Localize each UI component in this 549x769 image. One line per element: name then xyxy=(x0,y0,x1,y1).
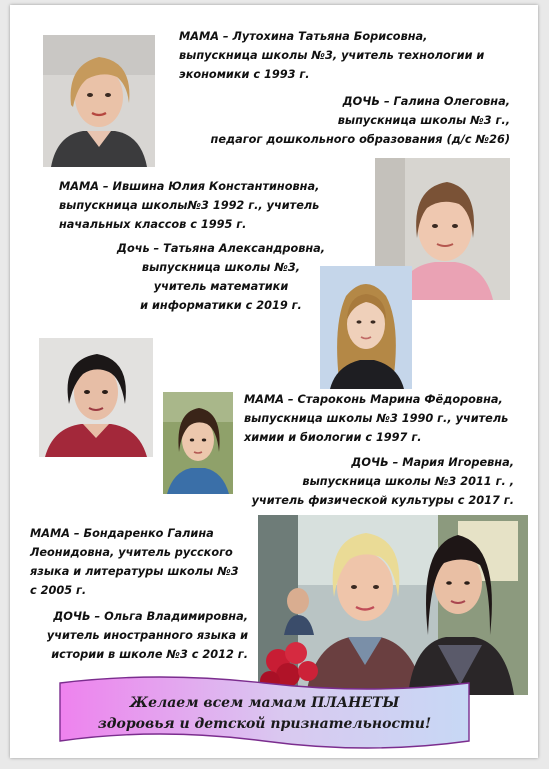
photo-lutokhina-mother xyxy=(43,35,155,167)
family-4-daughter-caption: ДОЧЬ – Ольга Владимировна, учитель иностранного языка и истории в школе №3 с 2012 г. xyxy=(46,610,248,661)
document-page xyxy=(10,5,538,758)
family-2-daughter-caption: Дочь – Татьяна Александровна, выпускница школы №3, учитель математики и информатики с 2019 г. xyxy=(116,242,326,312)
photo-ivshina-mother xyxy=(39,338,153,457)
banner-wishes-text: Желаем всем мамам ПЛАНЕТЫ здоровья и детской признательности! xyxy=(97,695,432,732)
family-4-mother-caption: МАМА – Бондаренко Галина Леонидовна, учитель русского языка и литературы школы №3 с 2005 г. xyxy=(30,527,239,597)
family-1-daughter-caption: ДОЧЬ – Галина Олеговна, выпускница школы №3 г., педагог дошкольного образования (д/с №26) xyxy=(210,95,510,146)
wishes-banner xyxy=(58,675,471,753)
photo-bondarenko-mother-daughter xyxy=(258,515,528,695)
photo-ivshina-daughter xyxy=(320,266,412,389)
family-3-mother-caption: МАМА – Староконь Марина Фёдоровна, выпускница школы №3 1990 г., учитель химии и биологии с 1997 г. xyxy=(244,393,509,444)
family-3-daughter-caption: ДОЧЬ – Мария Игоревна, выпускница школы №3 2011 г. , учитель физической культуры с 2017 г. xyxy=(251,456,514,507)
family-1-mother-caption: МАМА – Лутохина Татьяна Борисовна, выпускница школы №3, учитель технологии и экономики с 1993 г. xyxy=(179,30,485,81)
family-2-mother-caption: МАМА – Ившина Юлия Константиновна, выпускница школы№3 1992 г., учитель начальных классов с 1995 г. xyxy=(59,180,320,231)
